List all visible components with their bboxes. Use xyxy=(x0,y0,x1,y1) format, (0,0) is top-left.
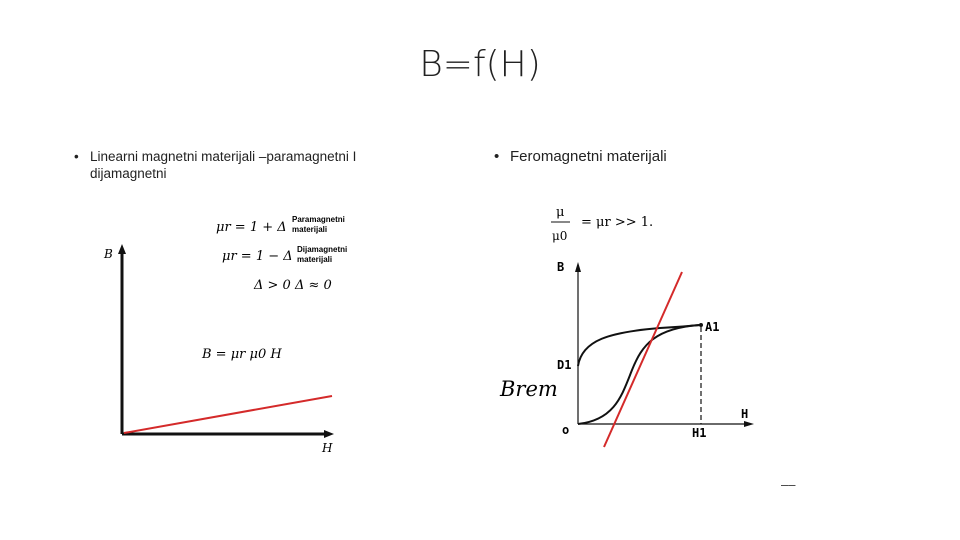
tangent-red-line xyxy=(604,272,682,447)
initial-magnetization-curve xyxy=(578,325,700,424)
footer-mark: —— xyxy=(781,478,796,492)
label-para-line1: Paramagnetni xyxy=(292,215,345,224)
formula-delta: Δ > 0 Δ ≈ 0 xyxy=(254,278,332,293)
axis-label-h-right: H xyxy=(741,407,749,421)
ratio-denominator: μ0 xyxy=(552,229,568,243)
page-title: B=f(H) xyxy=(419,44,541,85)
axis-label-h-left: H xyxy=(322,441,333,455)
label-a1: A1 xyxy=(705,320,720,334)
point-a1 xyxy=(699,323,703,327)
bullet-linear-text: Linearni magnetni materijali –paramagnetni I dijamagnetni xyxy=(90,149,357,181)
label-h1: H1 xyxy=(692,426,707,440)
label-origin: o xyxy=(562,423,570,437)
formula-dia: μr = 1 − Δ xyxy=(222,249,293,264)
ratio-rest: = μr >> 1. xyxy=(581,215,654,230)
formula-b: B = μr μ0 H xyxy=(202,347,282,362)
x-axis-arrow-right xyxy=(744,421,754,427)
bullet-dot: • xyxy=(74,149,79,164)
label-d1: D1 xyxy=(557,358,572,372)
bullet-dot: • xyxy=(494,148,500,165)
label-dia-line2: materijali xyxy=(297,255,333,264)
y-axis-arrow-right xyxy=(575,262,581,272)
label-dia-line1: Dijamagnetni xyxy=(297,245,348,254)
label-para-line2: materijali xyxy=(292,225,328,234)
ratio-numerator: μ xyxy=(556,205,565,220)
axis-label-b-left: B xyxy=(104,247,113,261)
label-brem: Brem xyxy=(500,377,558,401)
formula-para: μr = 1 + Δ xyxy=(216,220,287,235)
descending-branch-curve xyxy=(578,325,700,366)
axis-label-b-right: B xyxy=(557,260,565,274)
bullet-ferro-text: Feromagnetni materijali xyxy=(510,148,667,165)
